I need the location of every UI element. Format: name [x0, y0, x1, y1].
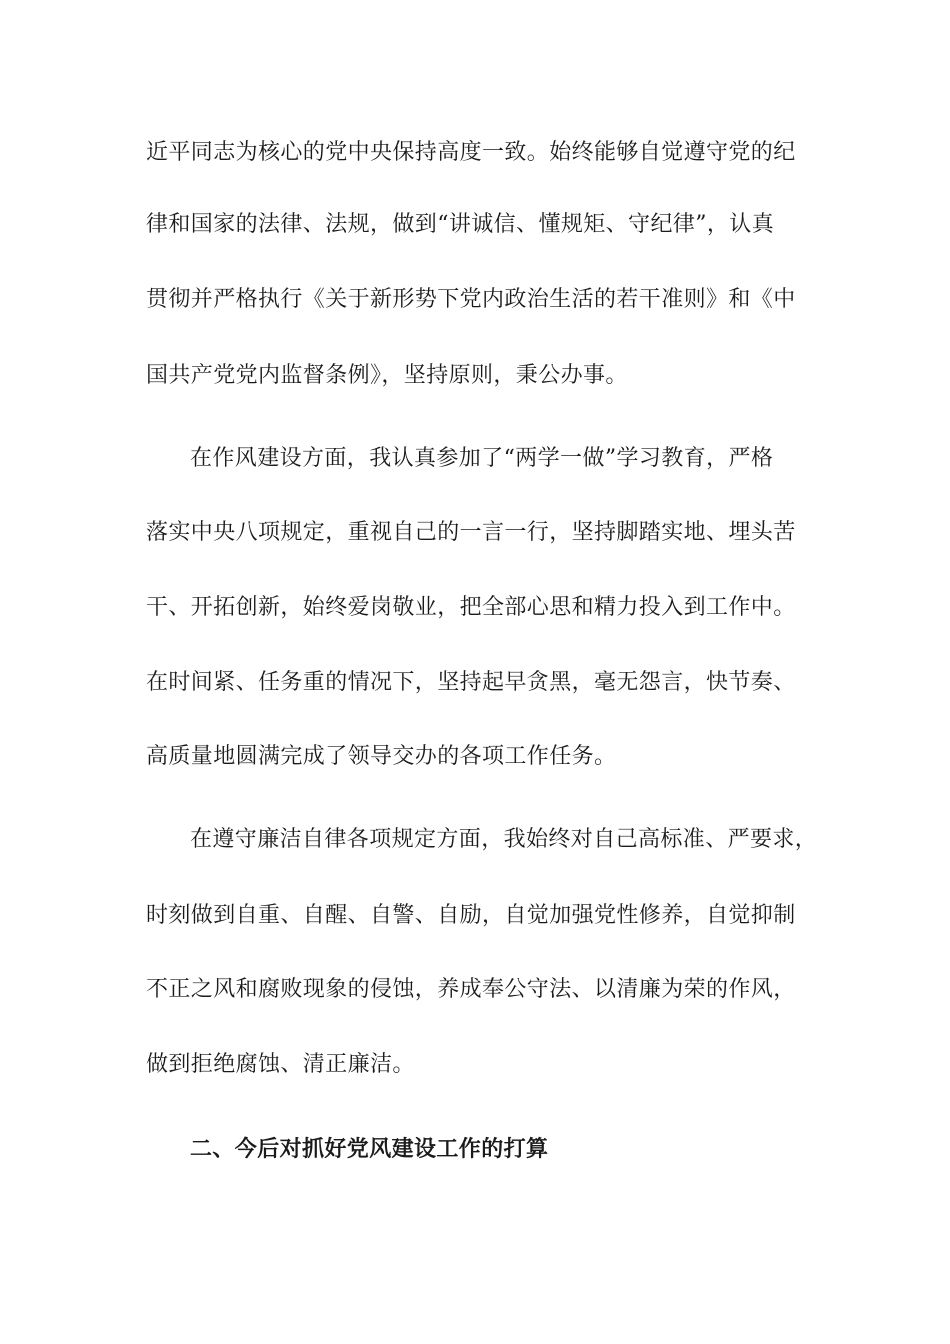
paragraph-1-line-2: 律和国家的法律、法规，做到“讲诚信、懂规矩、守纪律”，认真: [146, 212, 775, 237]
paragraph-1-line-1: 近平同志为核心的党中央保持高度一致。始终能够自觉遵守党的纪: [146, 140, 796, 165]
paragraph-2-line-5: 高质量地圆满完成了领导交办的各项工作任务。: [146, 744, 617, 769]
paragraph-3-line-1: 在遵守廉洁自律各项规定方面，我始终对自己高标准、严要求，: [190, 827, 818, 852]
paragraph-1-line-4: 国共产党党内监督条例》，坚持原则，秉公办事。: [146, 363, 628, 388]
section-heading: 二、今后对抓好党风建设工作的打算: [190, 1136, 549, 1162]
paragraph-1-line-3: 贯彻并严格执行《关于新形势下党内政治生活的若干准则》和《中: [146, 287, 796, 312]
paragraph-2-line-4: 在时间紧、任务重的情况下，坚持起早贪黑，毫无怨言，快节奏、: [146, 670, 796, 695]
paragraph-3-line-4: 做到拒绝腐蚀、清正廉洁。: [146, 1052, 415, 1077]
paragraph-2-line-1: 在作风建设方面，我认真参加了“两学一做”学习教育，严格: [190, 446, 774, 471]
paragraph-2-line-2: 落实中央八项规定，重视自己的一言一行，坚持脚踏实地、埋头苦: [146, 520, 796, 545]
paragraph-3-line-2: 时刻做到自重、自醒、自警、自励，自觉加强党性修养，自觉抑制: [146, 903, 796, 928]
paragraph-2-line-3: 干、开拓创新，始终爱岗敬业，把全部心思和精力投入到工作中。: [146, 595, 796, 620]
paragraph-3-line-3: 不正之风和腐败现象的侵蚀，养成奉公守法、以清廉为荣的作风，: [146, 977, 796, 1002]
